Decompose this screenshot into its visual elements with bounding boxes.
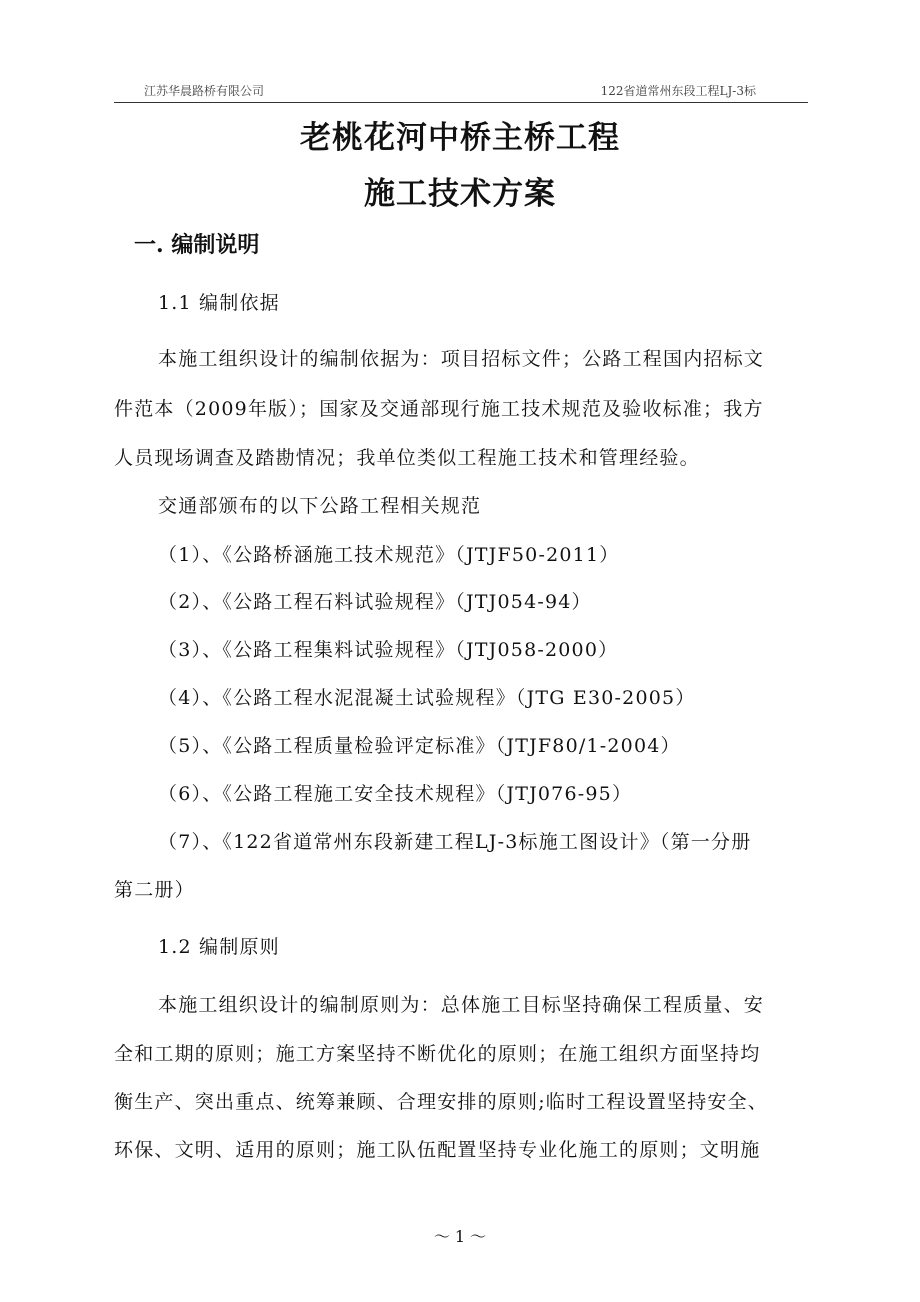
document-subtitle: 施工技术方案 <box>364 176 556 212</box>
paragraph-line: 本施工组织设计的编制依据为：项目招标文件；公路工程国内招标文 <box>158 348 765 370</box>
spec-item: （1）、《公路桥涵施工技术规范》（JTJF50-2011） <box>158 544 620 566</box>
paragraph-line: 人员现场调查及踏勘情况；我单位类似工程施工技术和管理经验。 <box>114 447 700 469</box>
page-number: ～ 1 ～ <box>433 1227 487 1246</box>
subsection-heading-1-2: 1.2 编制原则 <box>158 936 280 958</box>
spec-item: （7）、《122省道常州东段新建工程LJ-3标施工图设计》（第一分册 <box>158 831 752 853</box>
spec-item-continuation: 第二册） <box>114 879 195 901</box>
spec-item: （2）、《公路工程石料试验规程》（JTJ054-94） <box>158 591 592 613</box>
spec-item: （6）、《公路工程施工安全技术规程》（JTJ076-95） <box>158 783 633 805</box>
paragraph-line: 衡生产、突出重点、统筹兼顾、合理安排的原则;临时工程设置坚持安全、 <box>114 1091 769 1113</box>
spec-intro: 交通部颁布的以下公路工程相关规范 <box>158 495 482 517</box>
section-heading: 一. 编制说明 <box>134 232 260 258</box>
header-company: 江苏华晨路桥有限公司 <box>144 84 265 98</box>
paragraph-line: 本施工组织设计的编制原则为：总体施工目标坚持确保工程质量、安 <box>158 994 765 1016</box>
page-header <box>114 82 808 103</box>
paragraph-line: 件范本（2009年版）；国家及交通部现行施工技术规范及验收标准；我方 <box>114 398 764 420</box>
header-project: 122省道常州东段工程LJ-3标 <box>600 84 756 98</box>
paragraph-line: 环保、文明、适用的原则；施工队伍配置坚持专业化施工的原则；文明施 <box>114 1139 761 1161</box>
subsection-heading-1-1: 1.1 编制依据 <box>158 292 280 314</box>
spec-item: （4）、《公路工程水泥混凝土试验规程》（JTG E30-2005） <box>158 687 696 709</box>
paragraph-line: 全和工期的原则；施工方案坚持不断优化的原则；在施工组织方面坚持均 <box>114 1043 761 1065</box>
document-title: 老桃花河中桥主桥工程 <box>300 120 620 156</box>
spec-item: （3）、《公路工程集料试验规程》（JTJ058-2000） <box>158 639 619 661</box>
spec-item: （5）、《公路工程质量检验评定标准》（JTJF80/1-2004） <box>158 735 681 757</box>
